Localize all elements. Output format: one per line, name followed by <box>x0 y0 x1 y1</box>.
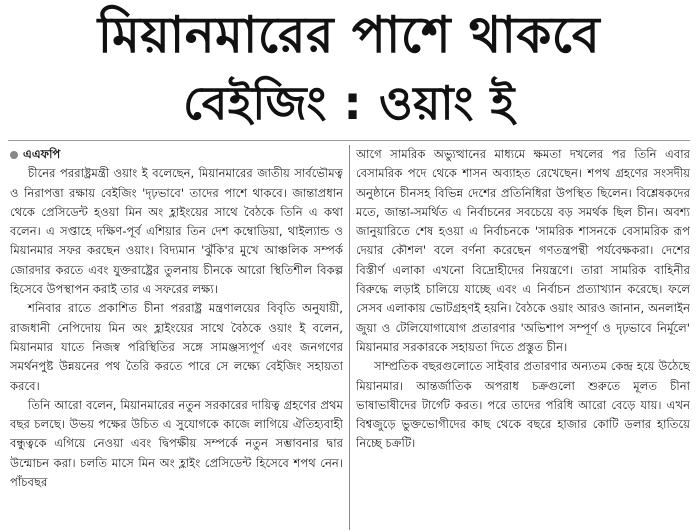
byline <box>10 145 343 164</box>
headline-line-1: মিয়ানমারের পাশে থাকবে <box>97 6 601 64</box>
paragraph: আগে সামরিক অভ্যুত্থানের মাধ্যমে ক্ষমতা দখলের পর তিনি এবার বেসামরিক পদে থেকে শাসন অব্যাহত রেখেছেন। শপথ গ্রহণের সংসদীয় অনুষ্ঠানে চীনসহ বিভিন্ন দেশের প্রতিনিধিরা উপস্থিত ছিলেন। বিশ্লেষকদের মতে, জান্তা-সমর্থিত এ নির্বাচনের সবচেয়ে বড় সমর্থক ছিল চীন। অবশ্য জানুয়ারিতে শেষ হওয়া এ নির্বাচনকে 'সামরিক শাসনকে বেসামরিক রূপ দেয়ার কৌশল' বলে বর্ণনা করেছেন গণতন্ত্রপন্থী পর্যবেক্ষকরা। দেশের বিস্তীর্ণ এলাকা এখনো বিদ্রোহীদের নিয়ন্ত্রণে। তারা সামরিক বাহিনীর বিরুদ্ধে লড়াই চালিয়ে যাচ্ছে এবং এ নির্বাচন প্রত্যাখ্যান করেছে। ফলে সেসব এলাকায় ভোটগ্রহণই হয়নি। বৈঠকে ওয়াং আরও জানান, অনলাইন জুয়া ও টেলিযোগাযোগ প্রতারণার 'অভিশাপ সম্পূর্ণ ও দৃঢ়ভাবে নির্মূলে' মিয়ানমার সরকারকে সহায়তা দিতে প্রস্তুত চীন। <box>356 147 690 354</box>
article-column-left <box>10 145 343 530</box>
paragraph: চীনের পররাষ্ট্রমন্ত্রী ওয়াং ই বলেছেন, মিয়ানমারের জাতীয় সার্বভৌমত্ব ও নিরাপত্তা রক্ষায় বেইজিং 'দৃঢ়ভাবে' তাদের পাশে থাকবে। জান্তাপ্রধান থেকে প্রেসিডেন্ট হওয়া মিন অং হ্লাইংয়ের সাথে বৈঠকে তিনি এ কথা বলেন। এ সপ্তাহে দক্ষিণ-পূর্ব এশিয়ার তিন দেশ কম্বোডিয়া, থাইল্যান্ড ও মিয়ানমার সফর করছেন ওয়াং। বিদ্যমান 'ঝুঁকি'র মুখে আঞ্চলিক সম্পর্ক জোরদার করতে এবং যুক্তরাষ্ট্রের তুলনায় চীনকে আরো স্থিতিশীল বিকল্প হিসেবে উপস্থাপন করাই তার এ সফরের লক্ষ্য। <box>10 166 343 297</box>
paragraph: শনিবার রাতে প্রকাশিত চীনা পররাষ্ট্র মন্ত্রণালয়ের বিবৃতি অনুযায়ী, রাজধানী নেপিদোয় মিন অং হ্লাইংয়ের সাথে বৈঠকে ওয়াং ই বলেন, মিয়ানমার যাতে নিজস্ব পরিস্থিতির সঙ্গে সামঞ্জস্যপূর্ণ এবং জনগণের সমর্থনপুষ্ট উন্নয়নের পথ তৈরি করতে পারে সে লক্ষ্যে বেইজিং সহায়তা করবে। <box>10 301 343 393</box>
byline-source: এএফপি <box>23 147 61 161</box>
headline-line-2: বেইজিং : ওয়াং ই <box>183 76 515 130</box>
article-column-right <box>356 145 690 530</box>
paragraph: সাম্প্রতিক বছরগুলোতে সাইবার প্রতারণার অন্যতম কেন্দ্র হয়ে উঠেছে মিয়ানমার। আন্তর্জাতিক অপরাধ চক্রগুলো শুরুতে মূলত চীনা ভাষাভাষীদের টার্গেট করত। পরে তাদের পরিধি আরো বেড়ে যায়। এখন বিশ্বজুড়ে ভুক্তভোগীদের কাছ থেকে বছরে হাজার কোটি ডলার হাতিয়ে নিচ্ছে চক্রটি। <box>356 359 690 451</box>
column-divider <box>349 145 350 530</box>
paragraph: তিনি আরো বলেন, মিয়ানমারের নতুন সরকারের দায়িত্ব গ্রহণের প্রথম বছর চলছে। উভয় পক্ষের উচিত এ সুযোগকে কাজে লাগিয়ে ঐতিহ্যবাহী বন্ধুত্বকে এগিয়ে নেওয়া এবং দ্বিপক্ষীয় সম্পর্কে নতুন সম্ভাবনার দ্বার উন্মোচন করা। চলতি মাসে মিন অং হ্লাইং প্রেসিডেন্ট হিসেবে শপথ নেন। পাঁচবছর <box>10 397 343 490</box>
headline-rule <box>8 140 690 141</box>
bullet-icon <box>10 151 18 159</box>
